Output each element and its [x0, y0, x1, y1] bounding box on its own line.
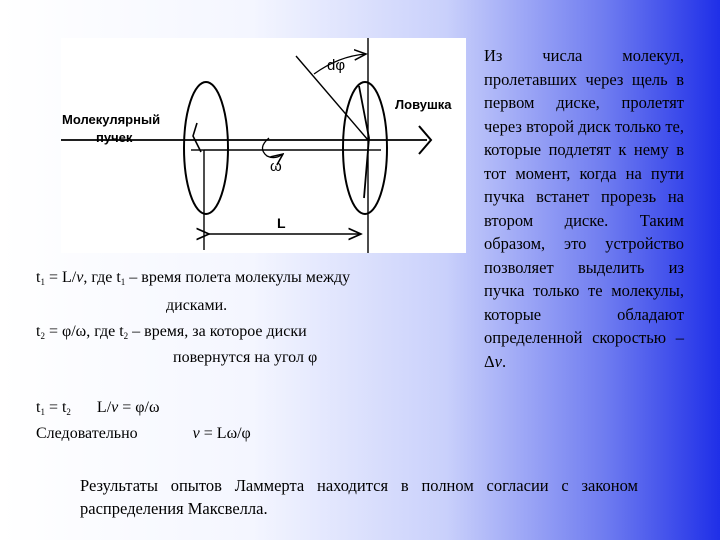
- formula-result: = Lω/φ: [199, 425, 251, 442]
- velocity-symbol: v: [494, 351, 502, 371]
- formula-t1: t: [36, 399, 41, 416]
- formula-eq: = t: [44, 399, 67, 416]
- formula-velocity: v: [111, 399, 119, 416]
- formula-length: L/: [96, 399, 112, 416]
- trap-label: Ловушка: [395, 97, 452, 112]
- formula-velocity: v: [192, 425, 200, 442]
- formula-text: – время полета молекулы между: [125, 269, 351, 286]
- formula-sub: 2: [40, 331, 45, 341]
- formula-line-2: [166, 296, 227, 316]
- description-text: [484, 44, 684, 373]
- formula-t2: t: [36, 323, 41, 340]
- formula-line-6: [36, 424, 251, 444]
- formula-sub: 1: [40, 407, 45, 417]
- formula-velocity: v: [76, 269, 84, 286]
- formula-line-5: [36, 398, 159, 418]
- velocity-selector-diagram: [61, 38, 466, 253]
- formula-text: дисками.: [166, 297, 228, 314]
- beam-label-line2: пучек: [96, 130, 133, 145]
- length-label: L: [277, 215, 286, 231]
- diagram-svg: [61, 38, 466, 253]
- first-disk-slit: [196, 122, 210, 134]
- conclusion-text: Результаты опытов Ламмерта находится в полном согласии с законом распределения Максвелла.: [80, 476, 638, 518]
- formula-line-4: [173, 348, 317, 368]
- formula-line-3: [36, 322, 307, 342]
- formula-sub: 1: [120, 277, 126, 287]
- formula-sub: 1: [40, 277, 45, 287]
- formula-text: , где t: [83, 269, 121, 286]
- formula-sub: 2: [66, 407, 71, 417]
- beam-label-line1: Молекулярный: [62, 112, 161, 127]
- formula-line-1: [36, 268, 350, 288]
- omega-label: ω: [270, 158, 282, 175]
- dphi-label: dφ: [327, 57, 346, 74]
- rotation-arrow: [262, 138, 283, 158]
- formula-eq: = L/: [44, 269, 77, 286]
- formula-text: повернутся на угол φ: [173, 349, 318, 366]
- description-period: .: [501, 351, 507, 371]
- description-body: Из числа молекул, пролетавших через щель в первом диске, пролетят через второй диск только те, которые подлетят к нему в тот момент, когда на пути пучка встанет прорезь на втором диске. Таким образом, это устройство позволяет выделить из пучка только те молекулы, которые обладают определенной скоростью – Δ: [484, 46, 684, 371]
- formula-conclusion-label: Следовательно: [36, 425, 138, 442]
- formula-text: – время, за которое диски: [128, 323, 307, 340]
- formula-sub: 2: [123, 331, 129, 341]
- formula-t1: t: [36, 269, 41, 286]
- formula-text: = φ/ω: [118, 399, 160, 416]
- first-disk: [184, 82, 228, 214]
- formula-eq: = φ/ω, где t: [44, 323, 124, 340]
